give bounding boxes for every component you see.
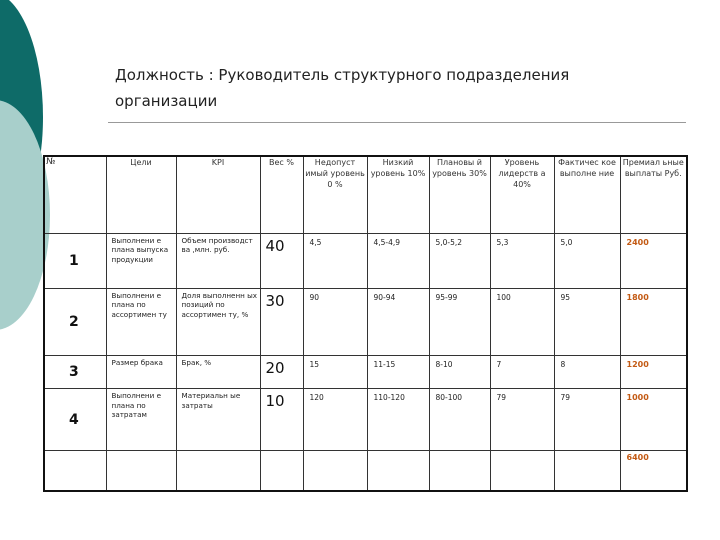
row-weight: 40 [260,233,303,288]
row-bonus: 1000 [620,389,687,451]
row-bonus: 2400 [620,233,687,288]
total-empty-cell [490,451,554,491]
row-kpi: Объем производст ва ,млн. руб. [176,233,260,288]
row-actual: 95 [554,288,620,355]
row-unacceptable: 120 [303,389,367,451]
row-kpi: Доля выполненн ых позиций по ассортимен ту, % [176,288,260,355]
total-empty-cell [303,451,367,491]
header-num: № [44,156,106,233]
table-total-row [44,451,687,491]
row-planned: 80-100 [429,389,490,451]
row-leadership: 5,3 [490,233,554,288]
table-row [44,389,687,451]
row-number: 3 [44,356,106,389]
row-unacceptable: 4,5 [303,233,367,288]
row-number: 2 [44,288,106,355]
header-low: Низкий уровень 10% [367,156,429,233]
row-goal: Выполнени е плана выпуска продукции [106,233,176,288]
row-low: 4,5-4,9 [367,233,429,288]
row-kpi: Брак, % [176,356,260,389]
row-actual: 8 [554,356,620,389]
header-unacceptable: Недопуст имый уровень 0 % [303,156,367,233]
row-planned: 5,0-5,2 [429,233,490,288]
row-weight: 20 [260,356,303,389]
row-goal: Выполнени е плана по ассортимен ту [106,288,176,355]
row-bonus: 1200 [620,356,687,389]
row-low: 90-94 [367,288,429,355]
row-actual: 5,0 [554,233,620,288]
row-weight: 10 [260,389,303,451]
row-goal: Размер брака [106,356,176,389]
kpi-table [43,155,688,492]
header-goals: Цели [106,156,176,233]
total-empty-cell [106,451,176,491]
total-empty-cell [429,451,490,491]
row-low: 110-120 [367,389,429,451]
row-weight: 30 [260,288,303,355]
row-leadership: 100 [490,288,554,355]
table-header-row [44,156,687,233]
row-actual: 79 [554,389,620,451]
row-number: 4 [44,389,106,451]
row-unacceptable: 90 [303,288,367,355]
row-unacceptable: 15 [303,356,367,389]
total-empty-cell [260,451,303,491]
title-divider [108,122,686,123]
slide-title [115,62,695,114]
title-line-1 [115,62,695,88]
header-weight: Вес % [260,156,303,233]
table-row [44,288,687,355]
title-line-2: организации [115,92,218,110]
title-position: Руководитель структурного подразделения [218,66,570,84]
header-planned: Плановы й уровень 30% [429,156,490,233]
row-low: 11-15 [367,356,429,389]
row-planned: 8-10 [429,356,490,389]
total-empty-cell [554,451,620,491]
header-bonus: Премиал ьные выплаты Руб. [620,156,687,233]
row-leadership: 7 [490,356,554,389]
row-number: 1 [44,233,106,288]
row-goal: Выполнени е плана по затратам [106,389,176,451]
total-empty-cell [176,451,260,491]
row-leadership: 79 [490,389,554,451]
total-bonus: 6400 [620,451,687,491]
title-label: Должность : [115,66,214,84]
total-empty-cell [367,451,429,491]
total-empty-cell [44,451,106,491]
header-kpi: KPI [176,156,260,233]
header-leadership: Уровень лидерств а 40% [490,156,554,233]
row-bonus: 1800 [620,288,687,355]
row-kpi: Материальн ые затраты [176,389,260,451]
table-row [44,233,687,288]
table-row [44,356,687,389]
header-actual: Фактичес кое выполне ние [554,156,620,233]
row-planned: 95-99 [429,288,490,355]
